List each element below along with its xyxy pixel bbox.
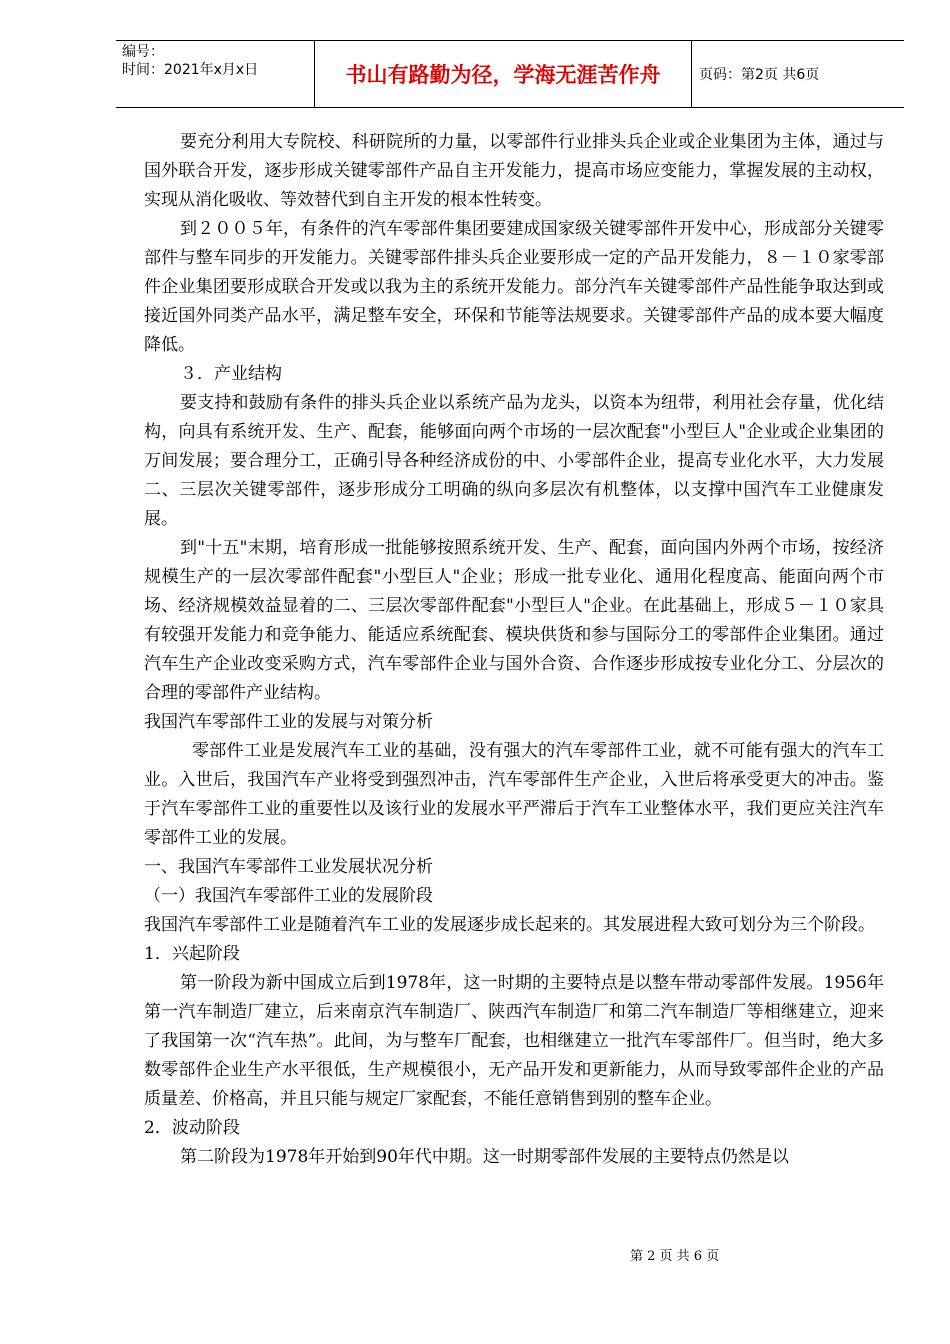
subsection-heading: （一）我国汽车零部件工业的发展阶段 xyxy=(144,886,433,906)
header-motto: 书山有路勤为径，学海无涯苦作舟 xyxy=(314,41,692,107)
paragraph: 我国汽车零部件工业是随着汽车工业的发展逐步成长起来的。其发展进程大致可划分为三个阶段。 xyxy=(144,915,875,935)
page-header xyxy=(116,40,904,108)
subsection-heading: 2．波动阶段 xyxy=(144,1118,240,1138)
page-footer: 第 2 页 共 6 页 xyxy=(630,1249,720,1264)
document-body xyxy=(144,128,884,1172)
article-title: 我国汽车零部件工业的发展与对策分析 xyxy=(144,712,433,732)
paragraph: 到"十五"末期，培育形成一批能够按照系统开发、生产、配套，面向国内外两个市场，按经济规模生产的一层次零部件配套"小型巨人"企业；形成一批专业化、通用化程度高、能面向两个市场、经济规模效益显着的二、三层次零部件配套"小型巨人"企业。在此基础上，形成５－１０家具有较强开发能力和竞争能力、能适应系统配套、模块供货和参与国际分工的零部件企业集团。通过汽车生产企业改变采购方式，汽车零部件企业与国外合资、合作逐步形成按专业化分工、分层次的合理的零部件产业结构。 xyxy=(144,538,884,703)
header-page-label: 页码：第2页 共6页 xyxy=(699,67,820,83)
paragraph: 要充分利用大专院校、科研院所的力量，以零部件行业排头兵企业或企业集团为主体，通过与国外联合开发，逐步形成关键零部件产品自主开发能力，提高市场应变能力，掌握发展的主动权，实现从消化吸收、等效替代到自主开发的根本性转变。 xyxy=(144,132,884,210)
subsection-heading: 1．兴起阶段 xyxy=(144,944,240,964)
paragraph: 第二阶段为1978年开始到90年代中期。这一时期零部件发展的主要特点仍然是以 xyxy=(180,1147,789,1167)
paragraph: 第一阶段为新中国成立后到1978年，这一时期的主要特点是以整车带动零部件发展。1956年第一汽车制造厂建立，后来南京汽车制造厂、陕西汽车制造厂和第二汽车制造厂等相继建立，迎来了我国第一次“汽车热”。此间，为与整车厂配套，也相继建立一批汽车零部件厂。但当时，绝大多数零部件企业生产水平很低，生产规模很小，无产品开发和更新能力，从而导致零部件企业的产品质量差、价格高，并且只能与规定厂家配套，不能任意销售到别的整车企业。 xyxy=(144,973,884,1109)
paragraph: 零部件工业是发展汽车工业的基础，没有强大的汽车零部件工业，就不可能有强大的汽车工业。入世后，我国汽车产业将受到强烈冲击，汽车零部件生产企业，入世后将承受更大的冲击。鉴于汽车零部件工业的重要性以及该行业的发展水平严滞后于汽车工业整体水平，我们更应关注汽车零部件工业的发展。 xyxy=(144,741,884,848)
time-label: 时间：2021年x月x日 xyxy=(122,62,259,78)
paragraph: 到２００５年，有条件的汽车零部件集团要建成国家级关键零部件开发中心，形成部分关键零部件与整车同步的开发能力。关键零部件排头兵企业要形成一定的产品开发能力，８－１０家零部件企业集团要形成联合开发或以我为主的系统开发能力。部分汽车关键零部件产品性能争取达到或接近国外同类产品水平，满足整车安全，环保和节能等法规要求。关键零部件产品的成本要大幅度降低。 xyxy=(144,219,884,355)
header-meta xyxy=(116,41,314,107)
section-heading: 一、我国汽车零部件工业发展状况分析 xyxy=(144,857,433,877)
paragraph: 要支持和鼓励有条件的排头兵企业以系统产品为龙头，以资本为纽带，利用社会存量，优化结构，向具有系统开发、生产、配套，能够面向两个市场的一层次配套"小型巨人"企业或企业集团的万间发展；要合理分工，正确引导各种经济成份的中、小零部件企业，提高专业化水平，大力发展二、三层次关键零部件，逐步形成分工明确的纵向多层次有机整体，以支撑中国汽车工业健康发展。 xyxy=(144,393,884,529)
number-label: 编号： xyxy=(122,44,164,60)
section-heading: ３．产业结构 xyxy=(180,364,282,384)
